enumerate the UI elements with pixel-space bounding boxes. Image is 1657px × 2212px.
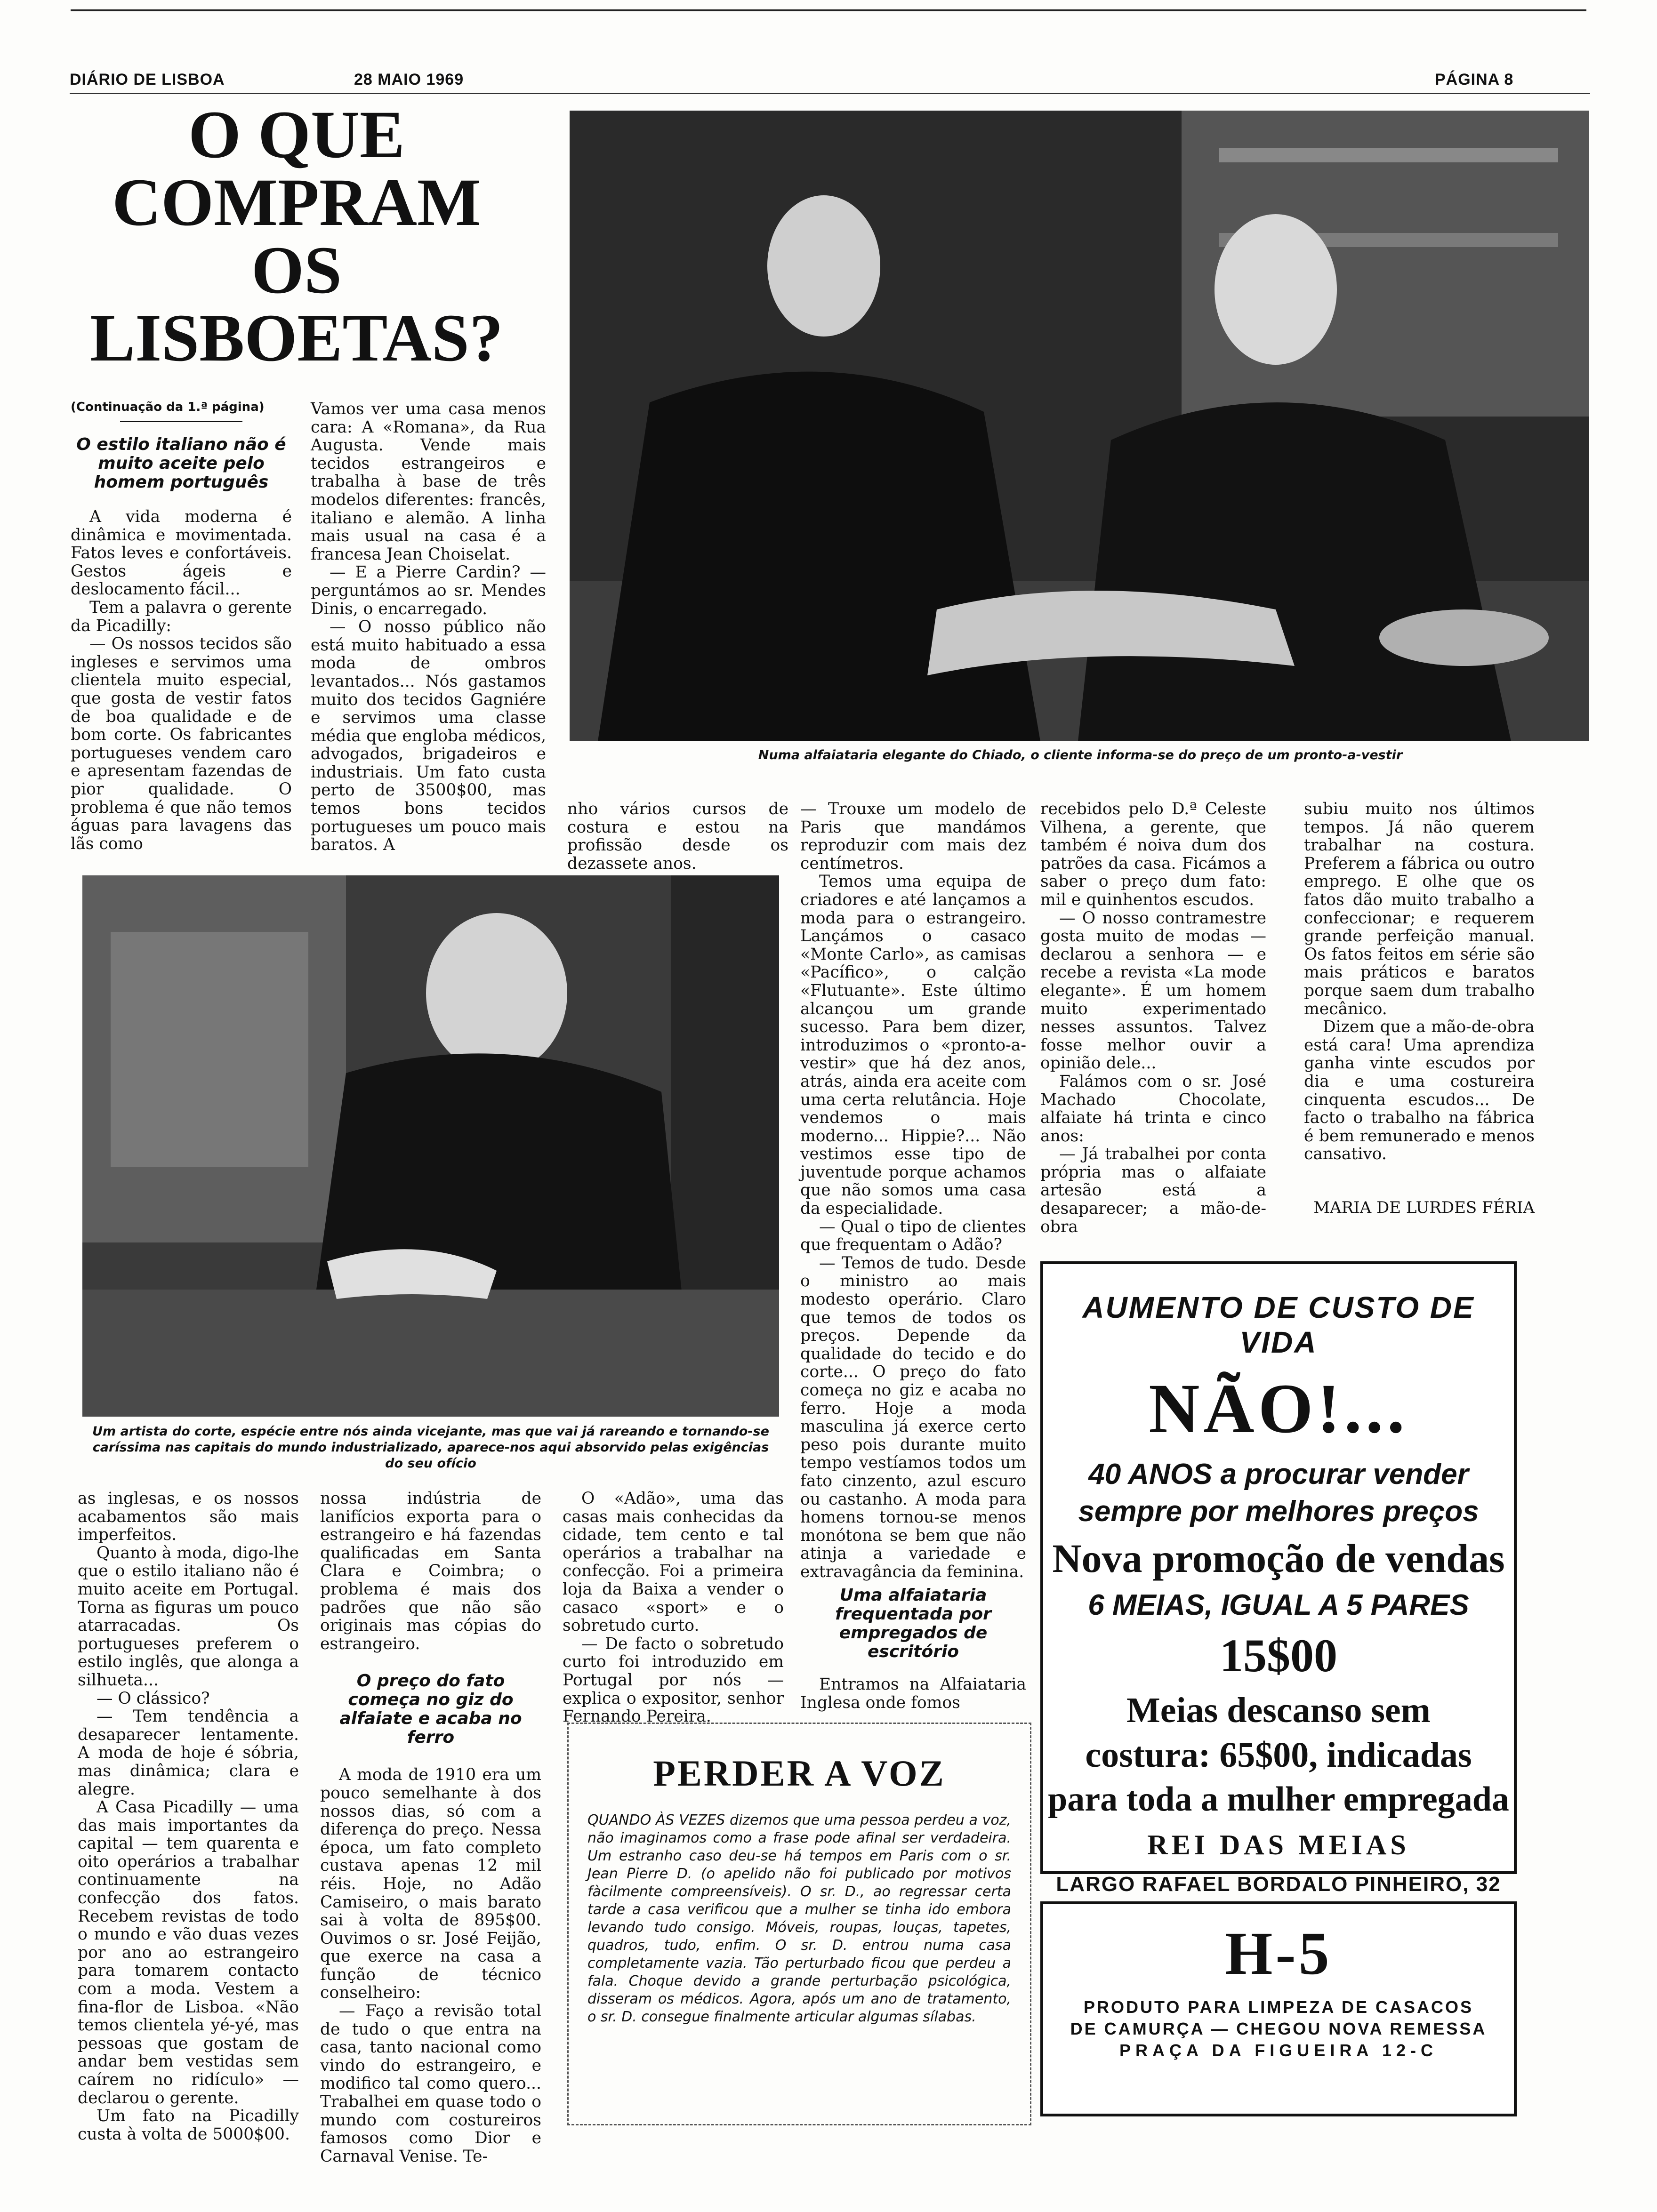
paragraph: nossa indústria de lanifícios exporta para o estrangeiro e há fazendas qualificadas em Santa Clara e Coimbra; o problema é mais dos padrões que não são originais mas cópias do estrangeiro. (320, 1489, 541, 1653)
paragraph: — O nosso público não está muito habituado a essa moda de ombros levantados... Nós gastamos muito dos tecidos Gagniére e servimos uma classe média que engloba médicos, advogados, brigadeiros e industriais. Um fato custa perto de 3500$00, mas temos bons tecidos portugueses um pouco mais baratos. A (311, 617, 546, 855)
paragraph: Temos uma equipa de criadores e até lançamos a moda para o estrangeiro. Lançámos o casaco «Monte Carlo», as camisas «Pacífico», o calção «Flutuante». Este último alcançou um grande sucesso. Para bem dizer, introduzimos o «pronto-a-vestir» que há dez anos, atrás, ainda era aceite com uma certa relutância. Hoje vendemos o mais moderno... Hippie?... Não vestimos esse tipo de juventude porque achamos que não somos uma casa da especialidade. (800, 872, 1026, 1218)
headline-line: OS (251, 233, 342, 308)
paragraph: — Trouxe um modelo de Paris que mandámos reproduzir com mais dez centímetros. (800, 800, 1026, 873)
paragraph: — Tem tendência a desaparecer lentamente. A moda de hoje é sóbria, mas dinâmica; clara e alegre. (78, 1707, 299, 1799)
ad-line: para toda a mulher empregada (1048, 1780, 1509, 1819)
top-rule (71, 9, 1586, 11)
ad-line: PRAÇA DA FIGUEIRA 12-C (1119, 2041, 1438, 2060)
continuation-note: (Continuação da 1.ª página) (71, 400, 265, 414)
ad-h5 (1040, 1901, 1517, 2116)
paragraph: — Faço a revisão total de tudo o que entra na casa, tanto nacional como vindo do estrangeiro, e modifico tal como quero... Trabalhei em quase todo o mundo com costureiros famosos como Dior e Carnaval Venise. Te- (320, 2002, 541, 2166)
column-6 (1304, 800, 1535, 1163)
headline (85, 97, 508, 376)
perder-body: QUANDO ÀS VEZES dizemos que uma pessoa perdeu a voz, não imaginamos como a frase pode afinal ser verdadeira. Um estranho caso deu-se há tempos em Paris com o sr. Jean Pierre D. (o apelido não foi publicado por motivos fàcilmente compreensíveis). O sr. D., ao regressar certa tarde a casa verificou que a mulher se tinha ido embora levando tudo consigo. Móveis, roupas, louças, tapetes, quadros, tudo, enfim. O sr. D. entrou numa casa completamente vazia. Tão perturbado ficou que perdeu a fala. Choque devido a grande perturbação psicológica, disseram os médicos. Agora, após um ano de tratamento, o sr. D. consegue finalmente articular algumas sílabas. (587, 1812, 1011, 2025)
photo-caption-top: Numa alfaiataria elegante do Chiado, o cliente informa-se do preço de um pronto-a-vestir (758, 748, 1403, 762)
body-text (320, 1490, 541, 1653)
subhead-price: O preço do fato começa no giz do alfaiate e acaba no ferro (339, 1671, 522, 1747)
subhead-alfaiataria: Uma alfaiataria frequentada por empregados de escritório (835, 1586, 991, 1661)
perder-a-voz-box (567, 1723, 1031, 2125)
column-3-top (567, 800, 788, 873)
paragraph: Dizem que a mão-de-obra está cara! Uma aprendiza ganha vinte escudos por dia e uma costureira cinquenta escudos... De facto o trabalho na fábrica é bem remunerado e menos cansativo. (1304, 1018, 1535, 1164)
paragraph: O «Adão», uma das casas mais conhecidas da cidade, tem cento e tal operários a trabalhar na confecção. Foi a primeira loja da Baixa a vender o casaco «sport» e o sobretudo curto. (563, 1489, 784, 1635)
paragraph: recebidos pelo D.ª Celeste Vilhena, a gerente, que também é noiva dum dos patrões da casa. Ficámos a saber o preço dum fato: mil e quinhentos escudos. (1040, 800, 1266, 909)
paragraph: — Temos de tudo. Desde o ministro ao mais modesto operário. Claro que temos de todos os preços. Depende da qualidade do tecido e do corte... O preço do fato começa no giz e acaba no ferro. Hoje a moda masculina já exerce certo peso pois durante muito tempo vestíamos todos um fato cinzento, azul escuro ou castanho. A moda para homens tornou-se menos monótona se bem que não atinja a variedade e extravagância da feminina. (800, 1253, 1026, 1581)
body-text (320, 1766, 541, 2165)
column-1-bottom (78, 1490, 299, 2143)
ad-line: REI DAS MEIAS (1147, 1829, 1410, 1860)
photo-illustration (570, 111, 1589, 741)
headline-line: LISBOETAS? (90, 301, 503, 376)
issue-date: 28 MAIO 1969 (354, 71, 464, 88)
paragraph: Vamos ver uma casa menos cara: A «Romana», da Rua Augusta. Vende mais tecidos estrangeiros e trabalha à base de três modelos diferentes: francês, italiano e alemão. A linha mais usual na casa é a francesa Jean Choiselat. (311, 400, 546, 564)
photo-chiado-store (570, 111, 1589, 741)
paragraph: Um fato na Picadilly custa à volta de 5000$00. (78, 2107, 299, 2144)
continuation-rule (120, 421, 242, 422)
paragraph: — Qual o tipo de clientes que frequentam o Adão? (800, 1217, 1026, 1255)
paragraph: nho vários cursos de costura e estou na profissão desde os dezassete anos. (567, 800, 788, 873)
column-3-bottom (563, 1490, 784, 1726)
ad-line: Nova promoção de vendas (1052, 1536, 1505, 1581)
ad-line: Meias descanso sem (1126, 1691, 1431, 1730)
paragraph: A Casa Picadilly — uma das mais importantes da capital — tem quarenta e oito operários a trabalhar continuamente na confecção dos fatos. Recebem revistas de todo o mundo e vão duas vezes por ano ao estrangeiro para tomarem contacto com a moda. Vestem a fina-flor de Lisboa. «Não temos clientela yé-yé, mas pessoas que gostam de andar bem vestidas sem caírem no ridículo» — declarou o gerente. (78, 1798, 299, 2108)
headline-line: O QUE (188, 97, 405, 172)
column-2-top (311, 400, 546, 854)
ad-line: costura: 65$00, indicadas (1085, 1735, 1472, 1775)
photo-illustration (82, 875, 779, 1417)
ad-h5-title: H-5 (1225, 1920, 1332, 1988)
column-5 (1040, 800, 1266, 1236)
ad-line: 15$00 (1220, 1629, 1337, 1682)
paragraph: — O clássico? (97, 1689, 210, 1708)
byline: MARIA DE LURDES FÉRIA (1313, 1198, 1535, 1217)
ad-line: AUMENTO DE CUSTO DE VIDA (1082, 1290, 1475, 1359)
column-4-bottom (800, 1586, 1026, 1712)
ad-line: LARGO RAFAEL BORDALO PINHEIRO, 32 (1056, 1873, 1501, 1896)
paragraph: — De facto o sobretudo curto foi introduzido em Portugal por nós — explica o expositor, senhor Fernando Pereira. (563, 1634, 784, 1726)
column-4 (800, 800, 1026, 1581)
column-1-top (71, 400, 292, 853)
header-rule (70, 93, 1590, 94)
paragraph: — Os nossos tecidos são ingleses e servimos uma clientela muito especial, que gosta de vestir fatos de boa qualidade e de bom corte. Os fabricantes portugueses vendem caro e apresentam fazendas de pior qualidade. O problema é que não temos águas para lavagens das lãs como (71, 634, 292, 853)
paragraph: Quanto à moda, digo-lhe que o estilo italiano não é muito aceite em Portugal. Torna as figuras um pouco atarracadas. Os portugueses preferem o estilo inglês, que alonga a silhueta... (78, 1543, 299, 1690)
headline-line: COMPRAM (112, 165, 481, 240)
ad-line: 6 MEIAS, IGUAL A 5 PARES (1088, 1589, 1469, 1621)
paragraph: A moda de 1910 era um pouco semelhante à dos nossos dias, só com a diferença do preço. Nessa época, um fato completo custava apenas 12 mil réis. Hoje, no Adão Camiseiro, o mais barato sai à volta de 895$00. Ouvimos o sr. José Feijão, que exerce na casa a função de técnico conselheiro: (320, 1765, 541, 2003)
body-text (71, 508, 292, 853)
paragraph: as inglesas, e os nossos acabamentos são mais imperfeitos. (78, 1489, 299, 1545)
page-number: PÁGINA 8 (1435, 71, 1514, 88)
ad-rei-das-meias (1040, 1261, 1517, 1896)
paragraph: Tem a palavra o gerente da Picadilly: (71, 598, 292, 635)
paragraph: — O nosso contramestre gosta muito de modas — declarou a senhora — e recebe a revista «La mode elegante». É um homem muito experimentado nesses assuntos. Talvez fosse melhor ouvir a opinião dele... (1040, 908, 1266, 1073)
ad-line: PRODUTO PARA LIMPEZA DE CASACOS (1083, 1997, 1474, 2017)
ad-line: sempre por melhores preços (1078, 1495, 1479, 1528)
paragraph: A vida moderna é dinâmica e movimentada. Fatos leves e confortáveis. Gestos ágeis e deslocamento fácil... (71, 507, 292, 599)
subhead-italian-style: O estilo italiano não é muito aceite pelo homem português (76, 435, 286, 492)
paragraph: Entramos na Alfaiataria Inglesa onde fomos (800, 1675, 1026, 1712)
ad-line: DE CAMURÇA — CHEGOU NOVA REMESSA (1070, 2019, 1487, 2038)
paper-name: DIÁRIO DE LISBOA (70, 71, 225, 88)
column-2-bottom (320, 1490, 541, 2165)
ad-line: 40 ANOS a procurar vender (1088, 1458, 1469, 1491)
perder-title: PERDER A VOZ (653, 1753, 946, 1794)
photo-tailor-cutting (82, 875, 779, 1417)
ad-line: NÃO!... (1149, 1370, 1408, 1448)
paragraph: — Já trabalhei por conta própria mas o alfaiate artesão está a desaparecer; a mão-de-obra (1040, 1145, 1266, 1236)
paragraph: — E a Pierre Cardin? — perguntámos ao sr. Mendes Dinis, o encarregado. (311, 563, 546, 618)
body-text (800, 1675, 1026, 1712)
paragraph: subiu muito nos últimos tempos. Já não querem trabalhar na costura. Preferem a fábrica ou outro emprego. E olhe que os fatos dão muito trabalho a confeccionar; e requerem grande perfeição manual. Os fatos feitos em série são mais práticos e baratos porque saem dum trabalho mecânico. (1304, 800, 1535, 1018)
paragraph: Falámos com o sr. José Machado Chocolate, alfaiate há trinta e cinco anos: (1040, 1072, 1266, 1146)
photo-caption-middle: Um artista do corte, espécie entre nós ainda vicejante, mas que vai já rareando e tornando-se caríssima nas capitais do mundo industrializado, aparece-nos aqui absorvido pelas exigências do seu ofício (92, 1424, 769, 1471)
